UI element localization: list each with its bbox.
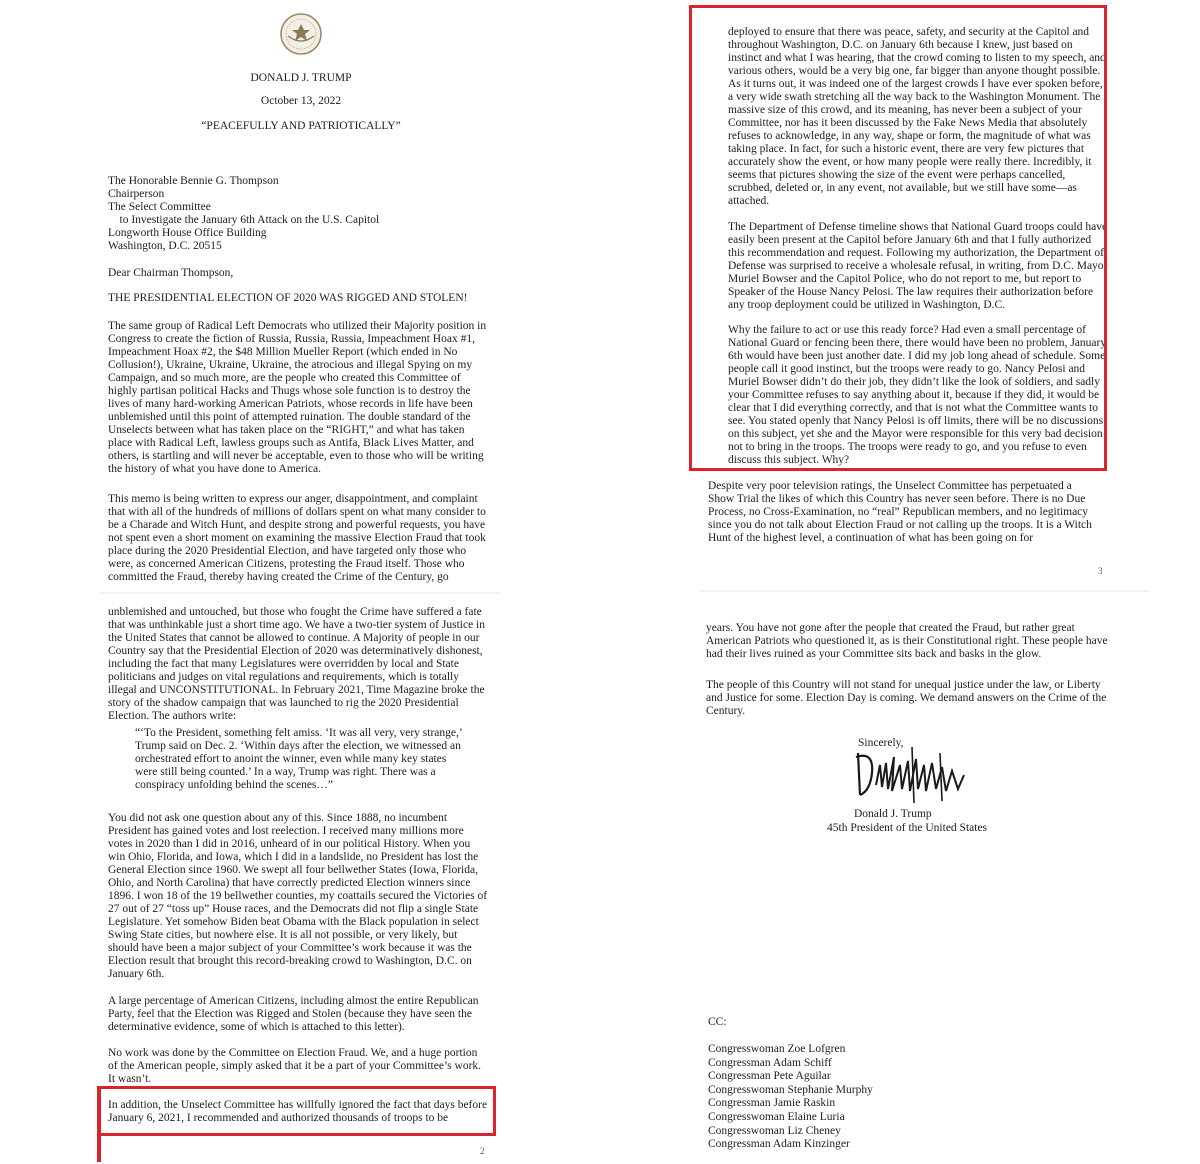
signer-title: 45th President of the United States [827,822,988,834]
letterhead-name: DONALD J. TRUMP [250,72,352,84]
letter-date: October 13, 2022 [260,95,342,107]
presidential-seal-icon [279,12,323,56]
page-break [100,592,500,594]
highlighted-paragraph: In addition, the Unselect Committee has willfully ignored the fact that days before January 6, 2021, I recommended and authorized thousands of troops to be [108,1099,488,1124]
closing: Sincerely, [858,737,904,749]
cc-label: CC: [708,1016,727,1028]
cc-recipient: Congressman Adam Kinzinger [708,1138,850,1151]
letter-heading: THE PRESIDENTIAL ELECTION OF 2020 WAS RIGGED AND STOLEN! [108,292,468,304]
cc-list [708,1043,873,1152]
paragraph: Despite very poor television ratings, the Unselect Committee has perpetuated a Show Trial the likes of which this Country has never seen before. There is no Due Process, no Cross-Examination, no “real” Republican members, and no legitimacy since you do not talk about Election Fraud or not calling up the troops. It is a Witch Hunt of the highest level, a continuation of what has been going on for [708,480,1092,544]
letter-motto: “PEACEFULLY AND PATRIOTICALLY” [201,120,401,132]
paragraph: The same group of Radical Left Democrats who utilized their Majority position in Congress to create the fiction of Russia, Russia, Russia, Impeachment Hoax #1, Impeachment Hoax #2, the $48 Million Mueller Report (which ended in No Collusion!), Ukraine, Ukraine, Ukraine, the atrocious and illegal Spying on my Campaign, and so much more, are the people who created this Committee of highly partisan political Hacks and Thugs whose sole function is to destroy the lives of many hard-working American Patriots, whose records in life have been unblemished until this point of attempted ruination. The double standard of the Unselects between what has taken place on the “RIGHT,” and what has taken place with Radical Left, lawless groups such as Antifa, Black Lives Matter, and others, is startling and will never be acceptable, even to those who will be writing the history of what you have done to America. [108,320,487,475]
quotation: “‘To the President, something felt amiss. ‘It was all very, very strange,’ Trump said on Dec. 2. ‘Within days after the election, we witnessed an orchestrated effort to anoint the winner, even while many key states were still being counted.’ In a way, Trump was right. There was a conspiracy unfolding behind the scenes…” [135,727,462,791]
page-number: 3 [1098,566,1103,576]
cc-recipient: Congresswoman Elaine Luria [708,1110,845,1123]
paragraph: years. You have not gone after the people that created the Fraud, but rather great American Patriots who questioned it, as is their Constitutional right. These people have had their lives ruined as your Committee sits back and basks in the glow. [706,622,1108,660]
paragraph: unblemished and untouched, but those who fought the Crime have suffered a fate that was unthinkable just a short time ago. We have a two-tier system of Justice in the United States that cannot be allowed to continue. A Majority of people in our Country say that the Presidential Election of 2020 was determinatively dishonest, including the fact that many Legislatures were overridden by local and State politicians and judges on vital regulations and requirements, which is totally illegal and UNCONSTITUTIONAL. In February 2021, Time Magazine broke the story of the shadow campaign that was launched to rig the 2020 Presidential Election. The authors write: [108,606,486,722]
highlight-marker [97,1086,101,1162]
paragraph: No work was done by the Committee on Election Fraud. We, and a huge portion of the American people, simply asked that it be a part of your Committee’s work. It wasn’t. [108,1047,482,1085]
cc-recipient: Congressman Jamie Raskin [708,1097,836,1110]
cc-recipient: Congresswoman Zoe Lofgren [708,1043,846,1055]
highlighted-paragraph: Why the failure to act or use this ready force? Had even a small percentage of National Guard or fencing been there, there would have been no problem, January 6th would have been just another date. I did my job long ahead of schedule. Some people call it good instinct, but the troops were ready to go. Nancy Pelosi and Muriel Bowser didn’t do their job, they didn’t like the look of soldiers, and sadly your Committee refuses to say anything about it, because if they did, it would be clear that I did everything correctly, and that is not what the Committee wants to see. You stated openly that Nancy Pelosi is off limits, there will be no discussions on this subject, yet she and the Mayor were responsible for this very bad decision not to bring in the troops. The troops were ready to go, and you refuse to even discuss this subject. Why? [728,324,1107,466]
highlighted-paragraph: deployed to ensure that there was peace, safety, and security at the Capitol and throughout Washington, D.C. on January 6th because I knew, just based on instinct and what I was hearing, that the crowd coming to listen to my speech, and various others, would be a very big one, far bigger than anyone thought possible. As it turns out, it was indeed one of the largest crowds I have ever spoken before, a very wide swath stretching all the way back to the Washington Monument. The massive size of this crowd, and its meaning, has never been a subject of your Committee, nor has it been discussed by the Fake News Media that absolutely refuses to acknowledge, in any way, shape or form, the magnitude of what was taking place. In fact, for such a historic event, there are very few pictures that accurately show the event, or how many people were really there. Incredibly, it seems that pictures showing the size of the event were perhaps cancelled, scrubbed, deleted or, in any event, not available, but we still have some—as attached. [728,26,1106,207]
paragraph: A large percentage of American Citizens, including almost the entire Republican Party, feel that the Election was Rigged and Stolen (because they have seen the determinative evidence, some of which is attached to this letter). [108,995,479,1033]
paragraph: The people of this Country will not stand for unequal justice under the law, or Liberty and Justice for some. Election Day is coming. We demand answers on the Crime of the Century. [706,679,1107,717]
cc-recipient: Congressman Adam Schiff [708,1056,832,1069]
cc-recipient: Congressman Pete Aguilar [708,1070,831,1083]
page-4 [600,595,1200,1164]
salutation: Dear Chairman Thompson, [108,267,234,279]
highlighted-paragraph: The Department of Defense timeline shows that National Guard troops could have easily been present at the Capitol before January 6th and that I fully authorized this recommendation and request. Following my authorization, the Department of Defense was surprised to receive a wholesale refusal, in writing, from D.C. Mayor Muriel Bowser and the Capitol Police, who do not report to me, but report to Speaker of the House Nancy Pelosi. The law requires their authorization before any troop deployment could be utilized in Washington, D.C. [728,221,1108,311]
page-3 [600,0,1200,585]
page-number: 2 [480,1146,485,1156]
recipient-address: The Honorable Bennie G. Thompson Chairperson The Select Committee to Investigate the January 6th Attack on the U.S. Capitol Longworth House Office Building Washington, D.C. 20515 [108,175,380,252]
cc-recipient: Congresswoman Liz Cheney [708,1124,841,1137]
signer-name: Donald J. Trump [854,808,932,820]
signature-icon [852,745,982,807]
paragraph: This memo is being written to express our anger, disappointment, and complaint that with all of the hundreds of millions of dollars spent on what many consider to be a Charade and Witch Hunt, and despite strong and powerful requests, you have not spent even a short moment on examining the massive Election Fraud that took place during the 2020 Presidential Election, and have targeted only those who were, as concerned American Citizens, protesting the Fraud itself. Those who committed the Fraud, thereby having created the Crime of the Century, go [108,493,486,583]
page-break [700,590,1150,592]
paragraph: You did not ask one question about any of this. Since 1888, no incumbent President has gained votes and lost reelection. I received many millions more votes in 2020 than I did in 2016, unheard of in our political History. When you win Ohio, Florida, and Iowa, which I did in a landslide, no President has lost the General Election since 1960. We swept all four bellwether States (Iowa, Florida, Ohio, and North Carolina) that have correctly predicted Election winners since 1896. I won 18 of the 19 bellwether counties, my coattails secured the Victories of 27 out of 27 “toss up” House races, and the Democrats did not flip a single State Legislature. Yet somehow Biden beat Obama with the Black population in select Swing State cities, but nowhere else. It is all not possible, or very likely, but should have been a major subject of your Committee’s work because it was the Election result that brought this record-breaking crowd to Washington, D.C. on January 6th. [108,812,488,980]
cc-recipient: Congresswoman Stephanie Murphy [708,1083,873,1096]
